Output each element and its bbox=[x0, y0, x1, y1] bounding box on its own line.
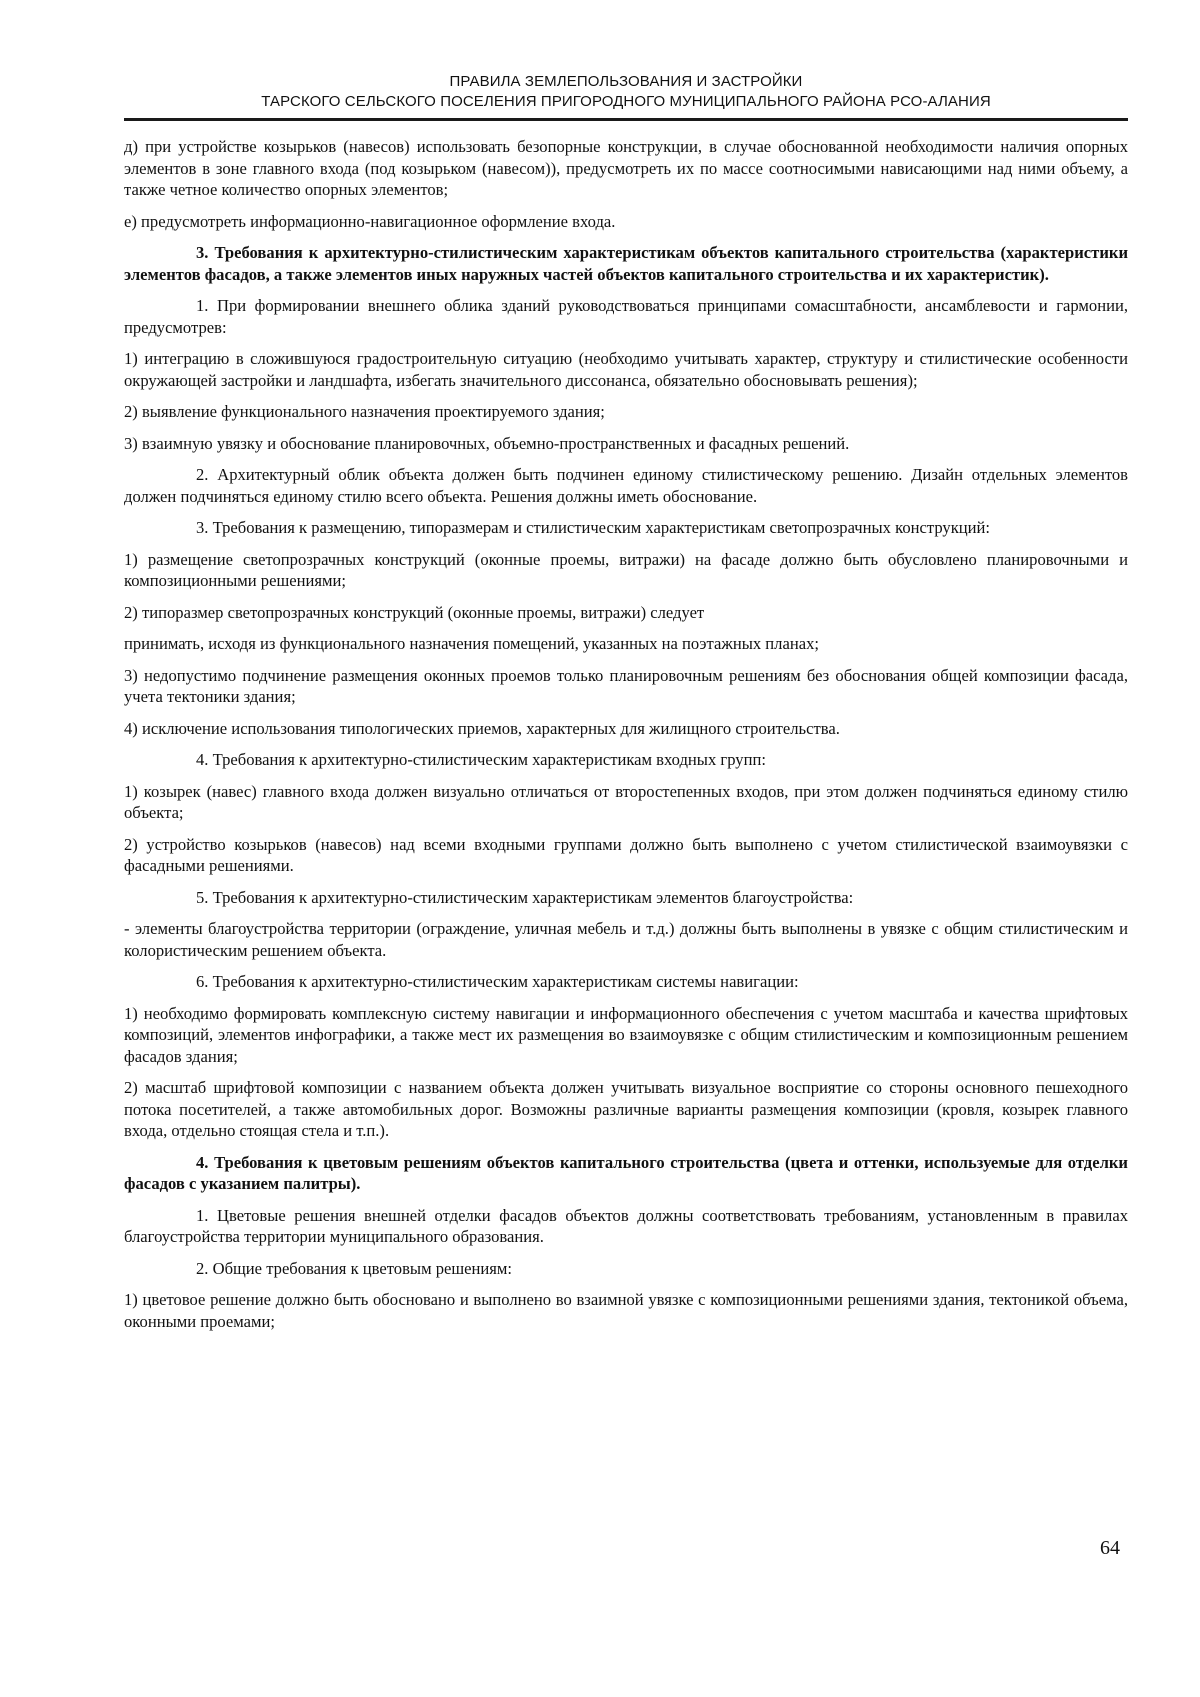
paragraph: 4. Требования к архитектурно-стилистическим характеристикам входных групп: bbox=[196, 750, 766, 769]
list-item: 1) размещение светопрозрачных конструкций (оконные проемы, витражи) на фасаде должно быть обусловлено планировочными и композиционными решениями; bbox=[124, 549, 1128, 590]
header-divider bbox=[124, 118, 1128, 121]
list-item: 2) устройство козырьков (навесов) над всеми входными группами должно быть выполнено с учетом стилистической взаимоувязки с фасадными решениями. bbox=[124, 834, 1128, 875]
paragraph: д) при устройстве козырьков (навесов) использовать безопорные конструкции, в случае обоснованной необходимости наличия опорных элементов в зоне главного входа (под козырьком (навесом)), предусмотреть их по массе соотносимыми нависающими над ними объему, а также четное количество опорных элементов; bbox=[124, 137, 1128, 199]
list-item: - элементы благоустройства территории (ограждение, уличная мебель и т.д.) должны быть выполнены в увязке с общим стилистическим и колористическим решением объекта. bbox=[124, 919, 1128, 960]
list-item: 3) недопустимо подчинение размещения оконных проемов только планировочным решениям без обоснования общей композиции фасада, учета тектоники здания; bbox=[124, 665, 1128, 706]
section-heading: 4. Требования к цветовым решениям объектов капитального строительства (цвета и оттенки, используемые для отделки фасадов с указанием палитры). bbox=[124, 1152, 1128, 1193]
list-item: 3) взаимную увязку и обоснование планировочных, объемно-пространственных и фасадных решений. bbox=[124, 433, 850, 453]
paragraph: принимать, исходя из функционального назначения помещений, указанных на поэтажных планах; bbox=[124, 634, 819, 653]
list-item: 4) исключение использования типологических приемов, характерных для жилищного строительства. bbox=[124, 718, 840, 738]
list-item: 1) козырек (навес) главного входа должен визуально отличаться от второстепенных входов, при этом должен подчиняться единому стилю объекта; bbox=[124, 781, 1128, 822]
list-item: 1) необходимо формировать комплексную систему навигации и информационного обеспечения с учетом масштаба и качества шрифтовых композиций, элементов инфографики, а также мест их размещения во взаимоувязке с общим стилистическим и композиционным решением фасадов здания; bbox=[124, 1003, 1128, 1066]
page-body bbox=[124, 136, 1128, 1342]
running-header bbox=[124, 72, 1128, 112]
paragraph: 6. Требования к архитектурно-стилистическим характеристикам системы навигации: bbox=[196, 972, 799, 991]
paragraph: 2. Общие требования к цветовым решениям: bbox=[196, 1258, 513, 1278]
document-page bbox=[124, 0, 1128, 1697]
paragraph: 3. Требования к размещению, типоразмерам и стилистическим характеристикам светопрозрачных конструкций: bbox=[196, 518, 991, 537]
list-item: 2) типоразмер светопрозрачных конструкций (оконные проемы, витражи) следует bbox=[124, 602, 705, 622]
section-heading: 3. Требования к архитектурно-стилистическим характеристикам объектов капитального строительства (характеристики элементов фасадов, а также элементов иных наружных частей объектов капитального строительства и их характеристик). bbox=[124, 243, 1128, 284]
list-item: 1) цветовое решение должно быть обосновано и выполнено во взаимной увязке с композиционными решениями здания, тектоникой объема, оконными проемами; bbox=[124, 1290, 1128, 1331]
paragraph: 5. Требования к архитектурно-стилистическим характеристикам элементов благоустройства: bbox=[196, 887, 854, 907]
list-item: 2) выявление функционального назначения проектируемого здания; bbox=[124, 402, 605, 421]
paragraph: е) предусмотреть информационно-навигационное оформление входа. bbox=[124, 211, 616, 231]
paragraph: 1. Цветовые решения внешней отделки фасадов объектов должны соответствовать требованиям, установленным в правилах благоустройства территории муниципального образования. bbox=[124, 1205, 1128, 1246]
list-item: 1) интеграцию в сложившуюся градостроительную ситуацию (необходимо учитывать характер, структуру и стилистические особенности окружающей застройки и ландшафта, избегать значительного диссонанса, обязательно обосновывать решения); bbox=[124, 349, 1128, 390]
list-item: 2) масштаб шрифтовой композиции с названием объекта должен учитывать визуальное восприятие со стороны основного пешеходного потока посетителей, а также автомобильных дорог. Возможны различные варианты размещения композиции (кровля, козырек главного входа, отдельно стоящая стела и т.п.). bbox=[124, 1078, 1128, 1140]
paragraph: 1. При формировании внешнего облика зданий руководствоваться принципами сомасштабности, ансамблевости и гармонии, предусмотрев: bbox=[124, 296, 1128, 337]
paragraph: 2. Архитектурный облик объекта должен быть подчинен единому стилистическому решению. Дизайн отдельных элементов должен подчиняться единому стилю всего объекта. Решения должны иметь обоснование. bbox=[124, 465, 1128, 506]
header-line-2: ТАРСКОГО СЕЛЬСКОГО ПОСЕЛЕНИЯ ПРИГОРОДНОГО МУНИЦИПАЛЬНОГО РАЙОНА РСО-АЛАНИЯ bbox=[261, 93, 991, 110]
header-line-1: ПРАВИЛА ЗЕМЛЕПОЛЬЗОВАНИЯ И ЗАСТРОЙКИ bbox=[449, 73, 803, 90]
page-number: 64 bbox=[1100, 1537, 1120, 1559]
